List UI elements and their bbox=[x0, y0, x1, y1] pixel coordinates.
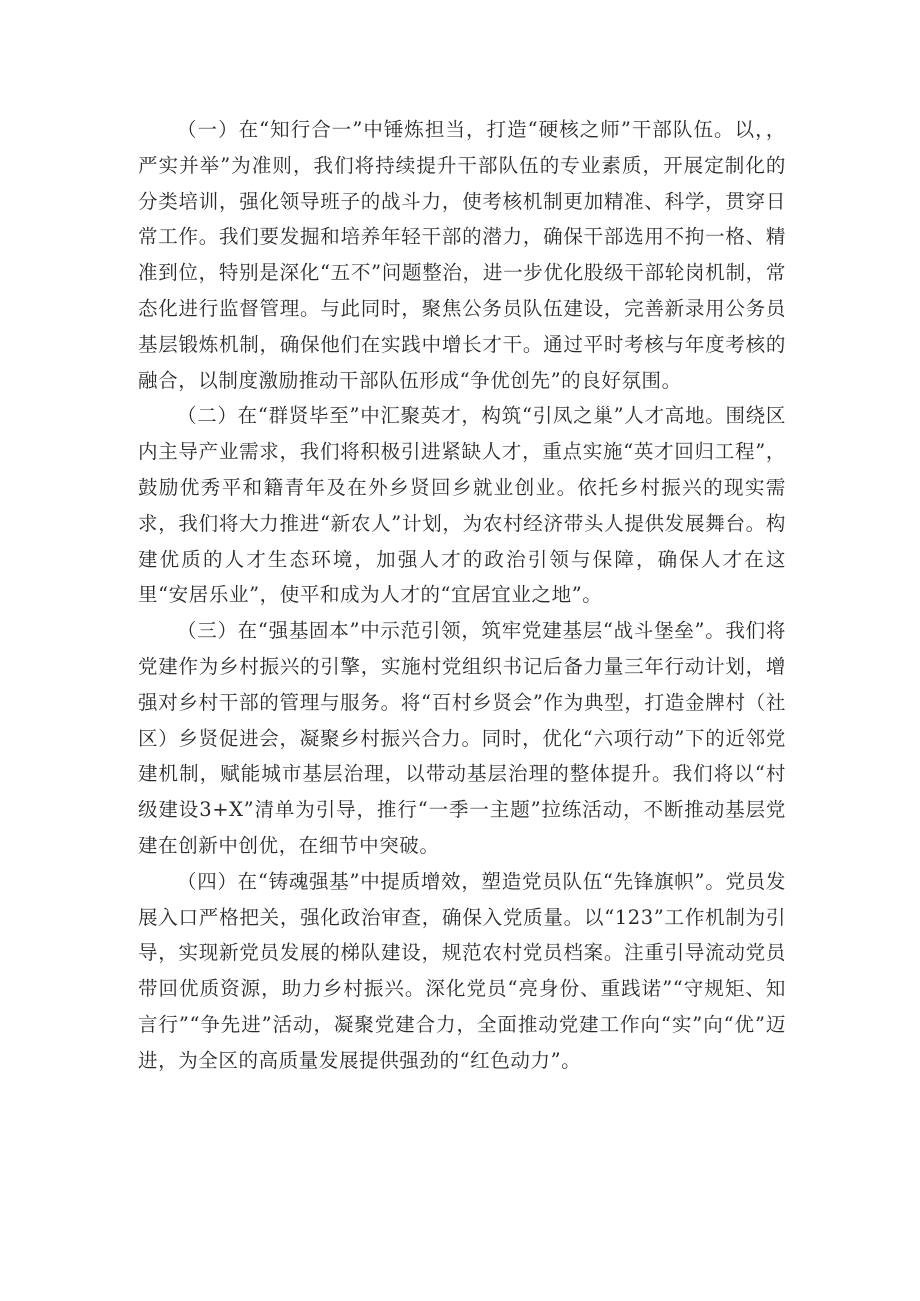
paragraph-talent-highland: （二）在“群贤毕至”中汇聚英才，构筑“引凤之巢”人才高地。围绕区内主导产业需求，我们将积极引进紧缺人才，重点实施“英才回归工程”，鼓励优秀平和籍青年及在外乡贤回乡就业创业。依托乡村振兴的现实需求，我们将大力推进“新农人”计划，为农村经济带头人提供发展舞台。构建优质的人才生态环境，加强人才的政治引领与保障，确保人才在这里“安居乐业”，使平和成为人才的“宜居宜业之地”。 bbox=[138, 404, 786, 607]
paragraph-party-member-team: （四）在“铸魂强基”中提质增效，塑造党员队伍“先锋旗帜”。党员发展入口严格把关，强化政治审查，确保入党质量。以“123”工作机制为引导，实现新党员发展的梯队建设，规范农村党员档案。注重引导流动党员带回优质资源，助力乡村振兴。深化党员“亮身份、重践诺”“守规矩、知言行”“争先进”活动，凝聚党建合力，全面推动党建工作向“实”向“优”迈进，为全区的高质量发展提供强劲的“红色动力”。 bbox=[138, 869, 786, 1072]
paragraph-cadre-team: （一）在“知行合一”中锤炼担当，打造“硬核之师”干部队伍。以，，严实并举”为准则，我们将持续提升干部队伍的专业素质，开展定制化的分类培训，强化领导班子的战斗力，使考核机制更加精准、科学，贯穿日常工作。我们要发掘和培养年轻干部的潜力，确保干部选用不拘一格、精准到位，特别是深化“五不”问题整治，进一步优化股级干部轮岗机制，常态化进行监督管理。与此同时，聚焦公务员队伍建设，完善新录用公务员基层锻炼机制，确保他们在实践中增长才干。通过平时考核与年度考核的融合，以制度激励推动干部队伍形成“争优创先”的良好氛围。 bbox=[138, 118, 786, 392]
document-body bbox=[138, 112, 786, 1079]
paragraph-party-building-base: （三）在“强基固本”中示范引领，筑牢党建基层“战斗堡垒”。我们将党建作为乡村振兴的引擎，实施村党组织书记后备力量三年行动计划，增强对乡村干部的管理与服务。将“百村乡贤会”作为典型，打造金牌村（社区）乡贤促进会，凝聚乡村振兴合力。同时，优化“六项行动”下的近邻党建机制，赋能城市基层治理，以带动基层治理的整体提升。我们将以“村级建设3+X”清单为引导，推行“一季一主题”拉练活动，不断推动基层党建在创新中创优，在细节中突破。 bbox=[138, 619, 786, 857]
